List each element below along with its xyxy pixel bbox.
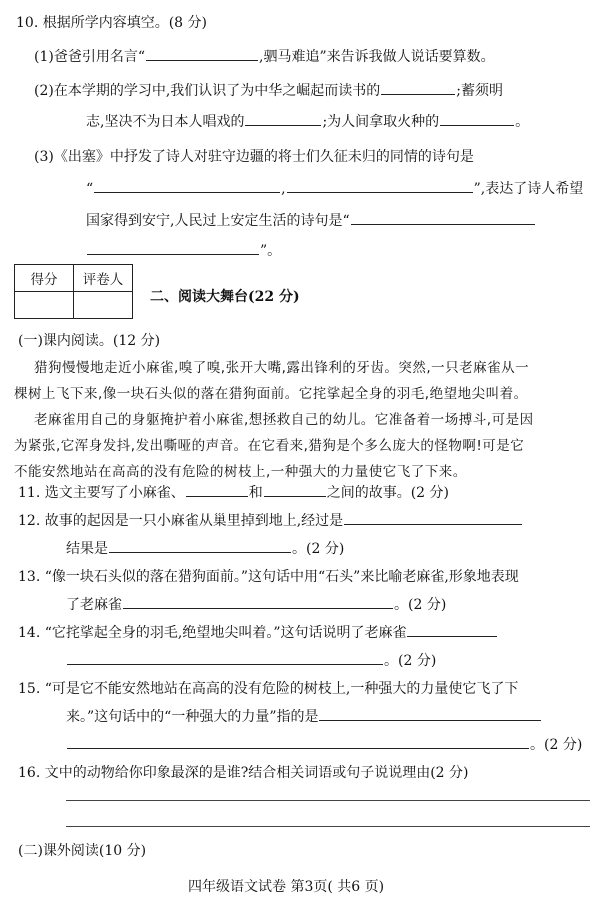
answer-blank[interactable] bbox=[440, 111, 514, 126]
q10-item1 bbox=[34, 46, 495, 66]
answer-blank[interactable] bbox=[407, 622, 497, 637]
q16-title: 16. 文中的动物给你印象最深的是谁?结合相关词语或句子说说理由(2 分) bbox=[18, 765, 469, 781]
answer-blank[interactable] bbox=[67, 734, 529, 749]
score-label: 得分 bbox=[15, 265, 74, 292]
q14-line1 bbox=[18, 622, 498, 642]
q15-line1: 15. “可是它不能安然地站在高高的没有危险的树枝上,一种强大的力量使它飞了下 bbox=[18, 681, 519, 697]
q12-line2 bbox=[66, 538, 344, 558]
q11-text-a: 11. 选文主要写了小麻雀、 bbox=[18, 485, 185, 501]
q12-line1 bbox=[18, 510, 523, 530]
passage-line: 老麻雀用自己的身躯掩护着小麻雀,想拯救自己的幼儿。它准备着一场搏斗,可是因 bbox=[34, 412, 534, 428]
q13-text-b: 了老麻雀 bbox=[66, 597, 122, 613]
answer-blank[interactable] bbox=[381, 80, 455, 95]
q10-item2-text-a: (2)在本学期的学习中,我们认识了为中华之崛起而读书的 bbox=[34, 83, 381, 99]
q12-text-b: 结果是 bbox=[66, 541, 108, 557]
answer-line[interactable] bbox=[66, 800, 590, 801]
q13-line2 bbox=[66, 594, 446, 614]
passage-line: 不能安然地站在高高的没有危险的树枝上,一种强大的力量使它飞了下来。 bbox=[14, 464, 467, 480]
q13-text-c: 。(2 分) bbox=[394, 597, 447, 613]
passage-line: 为紧张,它浑身发抖,发出嘶哑的声音。在它看来,猎狗是个多么庞大的怪物啊!可是它 bbox=[14, 438, 525, 454]
answer-blank[interactable] bbox=[344, 510, 522, 525]
q10-item2-line2 bbox=[86, 111, 529, 131]
section2-title: 二、阅读大舞台(22 分) bbox=[150, 289, 300, 305]
answer-blank[interactable] bbox=[287, 178, 473, 193]
q12-text-c: 。(2 分) bbox=[292, 541, 345, 557]
q10-item2-line1 bbox=[34, 80, 503, 100]
q10-item2-text-e: 。 bbox=[515, 114, 530, 130]
score-box bbox=[14, 264, 133, 319]
answer-blank[interactable] bbox=[319, 706, 541, 721]
answer-blank[interactable] bbox=[146, 46, 258, 61]
q10-item3-text-f: ”。 bbox=[260, 243, 282, 259]
q10-item1-text-b: ,驷马难追”来告诉我做人说话要算数。 bbox=[259, 49, 495, 65]
q10-item3-text-b: “ bbox=[86, 181, 94, 197]
answer-blank[interactable] bbox=[245, 111, 321, 126]
answer-blank[interactable] bbox=[123, 594, 393, 609]
q10-item3-text-d: ”,表达了诗人希望 bbox=[473, 181, 584, 197]
q10-item3-line1: (3)《出塞》中抒发了诗人对驻守边疆的将士们久征未归的同情的诗句是 bbox=[34, 149, 474, 165]
passage-line: 棵树上飞下来,像一块石头似的落在猎狗面前。它挓挲起全身的羽毛,绝望地尖叫着。 bbox=[14, 386, 528, 402]
q13-line1: 13. “像一块石头似的落在猎狗面前。”这句话中用“石头”来比喻老麻雀,形象地表现 bbox=[18, 569, 519, 585]
part2-title: (二)课外阅读(10 分) bbox=[18, 843, 147, 859]
grader-cell[interactable] bbox=[74, 292, 133, 319]
answer-blank[interactable] bbox=[67, 650, 383, 665]
q10-item2-text-c: 志,坚决不为日本人唱戏的 bbox=[86, 114, 245, 130]
q10-item3-line4 bbox=[86, 240, 281, 260]
q10-title: 10. 根据所学内容填空。(8 分) bbox=[16, 15, 207, 31]
answer-blank[interactable] bbox=[94, 178, 280, 193]
q15-text-b: 来。”这句话中的“一种强大的力量”指的是 bbox=[66, 709, 319, 725]
q10-item3-text-c: , bbox=[281, 181, 286, 197]
q11-text-c: 之间的故事。(2 分) bbox=[326, 485, 449, 501]
answer-blank[interactable] bbox=[186, 482, 248, 497]
q11-text-b: 和 bbox=[248, 485, 263, 501]
q14-text-c: 。(2 分) bbox=[384, 653, 437, 669]
q15-line3 bbox=[66, 734, 582, 754]
part1-title: (一)课内阅读。(12 分) bbox=[18, 333, 161, 349]
q11 bbox=[18, 482, 449, 502]
q10-item1-text-a: (1)爸爸引用名言“ bbox=[34, 49, 145, 65]
q12-text-a: 12. 故事的起因是一只小麻雀从巢里掉到地上,经过是 bbox=[18, 513, 344, 529]
passage-line: 猎狗慢慢地走近小麻雀,嗅了嗅,张开大嘴,露出锋利的牙齿。突然,一只老麻雀从一 bbox=[34, 360, 530, 376]
answer-blank[interactable] bbox=[351, 210, 535, 225]
q10-item2-text-b: ;蓄须明 bbox=[456, 83, 503, 99]
q15-line2 bbox=[66, 706, 542, 726]
answer-line[interactable] bbox=[66, 826, 590, 827]
q10-item3-text-e: 国家得到安宁,人民过上安定生活的诗句是“ bbox=[86, 213, 350, 229]
answer-blank[interactable] bbox=[87, 240, 259, 255]
q10-item3-line2 bbox=[86, 178, 583, 198]
score-cell[interactable] bbox=[15, 292, 74, 319]
q10-item2-text-d: ;为人间拿取火种的 bbox=[322, 114, 440, 130]
grader-label: 评卷人 bbox=[74, 265, 133, 292]
q10-item3-line3 bbox=[86, 210, 536, 230]
page-footer: 四年级语文试卷 第3页( 共6 页) bbox=[188, 879, 385, 895]
q15-text-c: 。(2 分) bbox=[530, 737, 583, 753]
answer-blank[interactable] bbox=[109, 538, 291, 553]
q14-text-a: 14. “它挓挲起全身的羽毛,绝望地尖叫着。”这句话说明了老麻雀 bbox=[18, 625, 407, 641]
answer-blank[interactable] bbox=[264, 482, 326, 497]
q14-line2 bbox=[66, 650, 436, 670]
